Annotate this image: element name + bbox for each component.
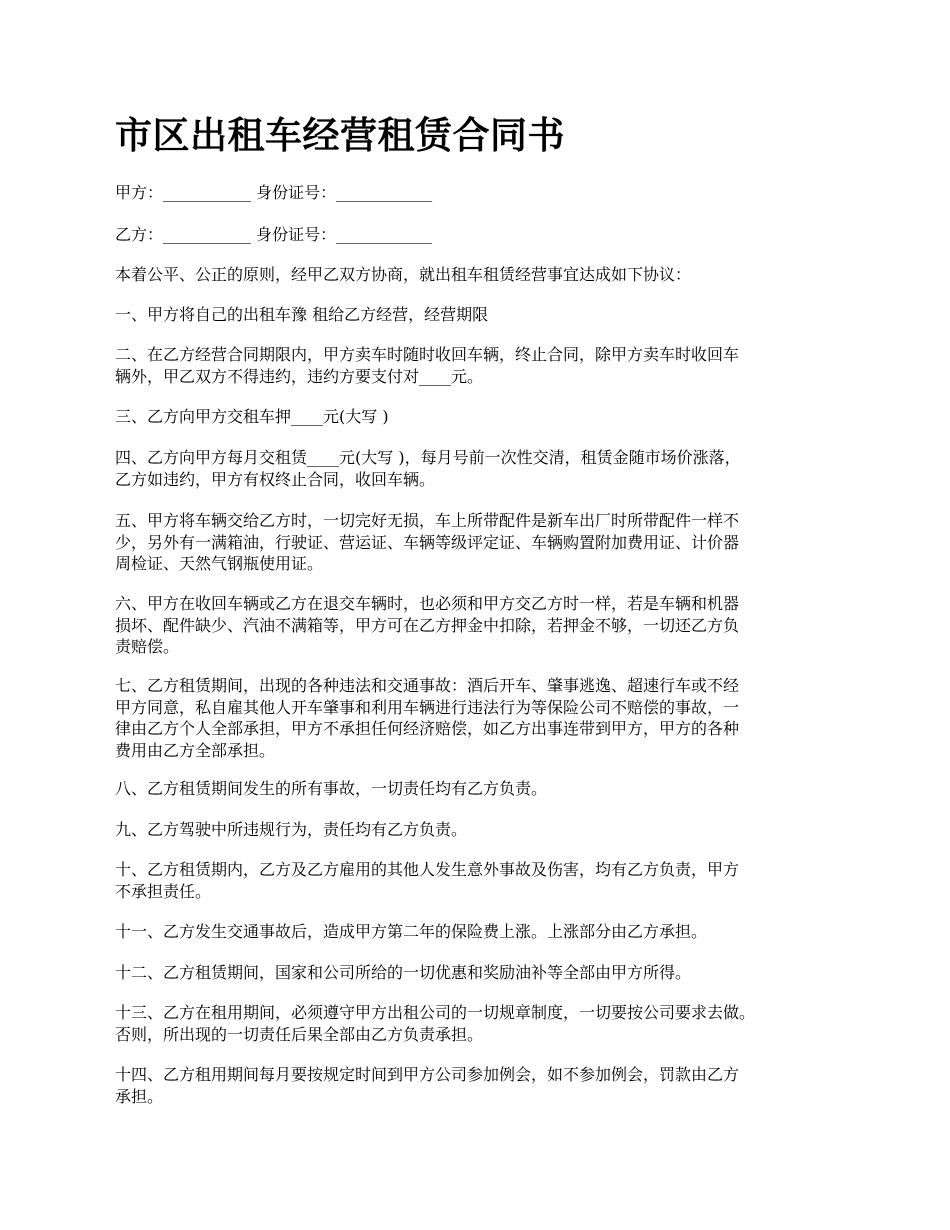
line: 十、乙方租赁期内，乙方及乙方雇用的其他人发生意外事故及伤害，均有乙方负责，甲方 [115,860,740,879]
line: 三、乙方向甲方交租车押____元(大写 ) [115,407,389,426]
line: 十二、乙方租赁期间，国家和公司所给的一切优惠和奖励油补等全部由甲方所得。 [115,963,692,982]
line: 二、在乙方经营合同期限内，甲方卖车时随时收回车辆，终止合同，除甲方卖车时收回车 [115,345,740,364]
clause-6 [115,593,845,658]
clause-9 [115,819,845,841]
line: 甲方：___________ 身份证号：____________ [115,183,433,202]
document-title: 市区出租车经营租赁合同书 [115,114,565,157]
line: 四、乙方向甲方每月交租赁____元(大写 )，每月号前一次性交清，租赁金随市场价涨落， [115,448,741,467]
line: 五、甲方将车辆交给乙方时，一切完好无损，车上所带配件是新车出厂时所带配件一样不 [115,511,740,530]
clause-5 [115,510,845,575]
line: 十三、乙方在租用期间，必须遵守甲方出租公司的一切规章制度，一切要按公司要求去做。 [115,1003,756,1022]
preamble-paragraph [115,264,845,286]
line: 乙方如违约，甲方有权终止合同，收回车辆。 [115,469,436,489]
line: 甲方同意，私自雇其他人开车肇事和利用车辆进行违法行为等保险公司不赔偿的事故，一 [115,697,740,717]
clause-8 [115,778,845,800]
line: 少，另外有一满箱油，行驶证、营运证、车辆等级评定证、车辆购置附加费用证、计价器 [115,532,740,552]
line: 周检证、天然气钢瓶使用证。 [115,554,324,573]
line: 九、乙方驾驶中所违规行为，责任均有乙方负责。 [115,820,468,839]
clause-3 [115,406,845,428]
clause-12 [115,962,845,984]
line: 损坏、配件缺少、汽油不满箱等，甲方可在乙方押金中扣除，若押金不够，一切还乙方负 [115,615,740,635]
line: 六、甲方在收回车辆或乙方在退交车辆时，也必须和甲方交乙方时一样，若是车辆和机器 [115,594,740,613]
clause-4 [115,447,845,490]
line: 律由乙方个人全部承担，甲方不承担任何经济赔偿，如乙方出事连带到甲方，甲方的各种 [115,719,740,738]
line: 一、甲方将自己的出租车豫 租给乙方经营，经营期限 [115,305,489,324]
clause-1 [115,304,845,326]
clause-2 [115,344,845,387]
line: 否则，所出现的一切责任后果全部由乙方负责承担。 [115,1024,484,1044]
line: 八、乙方租赁期间发生的所有事故，一切责任均有乙方负责。 [115,779,548,798]
clause-14 [115,1064,845,1107]
line: 七、乙方租赁期间，出现的各种违法和交通事故：酒后开车、肇事逃逸、超速行车或不经 [115,676,740,695]
line: 费用由乙方全部承担。 [115,740,276,760]
line: 十四、乙方租用期间每月要按规定时间到甲方公司参加例会，如不参加例会，罚款由乙方 [115,1065,740,1084]
line: 十一、乙方发生交通事故后，造成甲方第二年的保险费上涨。上涨部分由乙方承担。 [115,922,708,941]
clause-7 [115,675,845,761]
clause-13 [115,1002,845,1045]
line: 承担。 [115,1086,164,1106]
party-b-line [115,224,845,246]
party-a-line [115,182,845,204]
line: 不承担责任。 [115,881,212,901]
line: 责赔偿。 [115,637,180,656]
clause-10 [115,859,845,902]
line: 本着公平、公正的原则，经甲乙双方协商，就出租车租赁经营事宜达成如下协议： [115,265,692,284]
line: 辆外，甲乙双方不得违约，违约方要支付对____元。 [115,366,484,386]
clause-11 [115,921,845,943]
line: 乙方：___________ 身份证号：____________ [115,225,433,244]
